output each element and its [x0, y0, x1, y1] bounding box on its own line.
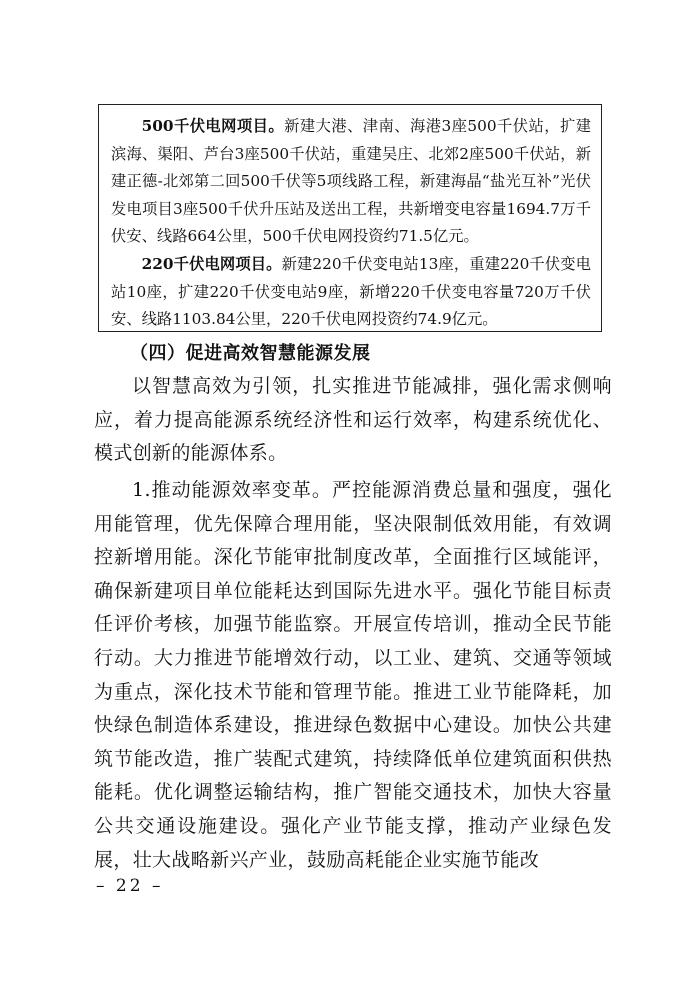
box-paragraph-500kv: [111, 113, 591, 251]
section-heading: （四）促进高效智慧能源发展: [130, 343, 371, 364]
body-paragraph-intro: 以智慧高效为引领，扎实推进节能减排，强化需求侧响应，着力提高能源系统经济性和运行效率，构建系统优化、模式创新的能源体系。: [94, 375, 612, 465]
box-lead-500kv: 500千伏电网项目。: [141, 117, 285, 135]
page-number: – 22 –: [96, 876, 164, 896]
body-paragraph-efficiency: 1.推动能源效率变革。严控能源消费总量和强度，强化用能管理，优先保障合理用能，坚决限制低效用能，有效调控新增用能。深化节能审批制度改革，全面推行区域能评，确保新建项目单位能耗达到国际先进水平。强化节能目标责任评价考核，加强节能监察。开展宣传培训，推动全民节能行动。大力推进节能增效行动，以工业、建筑、交通等领域为重点，深化技术节能和管理节能。推进工业节能降耗，加快绿色制造体系建设，推进绿色数据中心建设。加快公共建筑节能改造，推广装配式建筑，持续降低单位建筑面积供热能耗。优化调整运输结构，推广智能交通技术，加快大容量公共交通设施建设。强化产业节能支撑，推动产业绿色发展，壮大战略新兴产业，鼓励高耗能企业实施节能改: [94, 479, 612, 871]
box-lead-220kv: 220千伏电网项目。: [141, 254, 282, 273]
box-text-220kv: 新建220千伏变电站13座，重建220千伏变电站10座，扩建220千伏变电站9座，新增220千伏变电容量720万千伏安、线路1103.84公里，220千伏电网投资约74.9亿元。: [111, 254, 591, 329]
box-paragraph-220kv: [111, 251, 591, 334]
box-text-500kv: 新建大港、津南、海港3座500千伏站，扩建滨海、渠阳、芦台3座500千伏站，重建吴庄、北郊2座500千伏站，新建正德-北郊第二回500千伏等5项线路工程，新建海晶“盐光互补”光伏发电项目3座500千伏升压站及送出工程，共新增变电容量1694.7万千伏安、线路664公里，500千伏电网投资约71.5亿元。: [111, 117, 591, 246]
project-summary-box: [98, 104, 602, 332]
